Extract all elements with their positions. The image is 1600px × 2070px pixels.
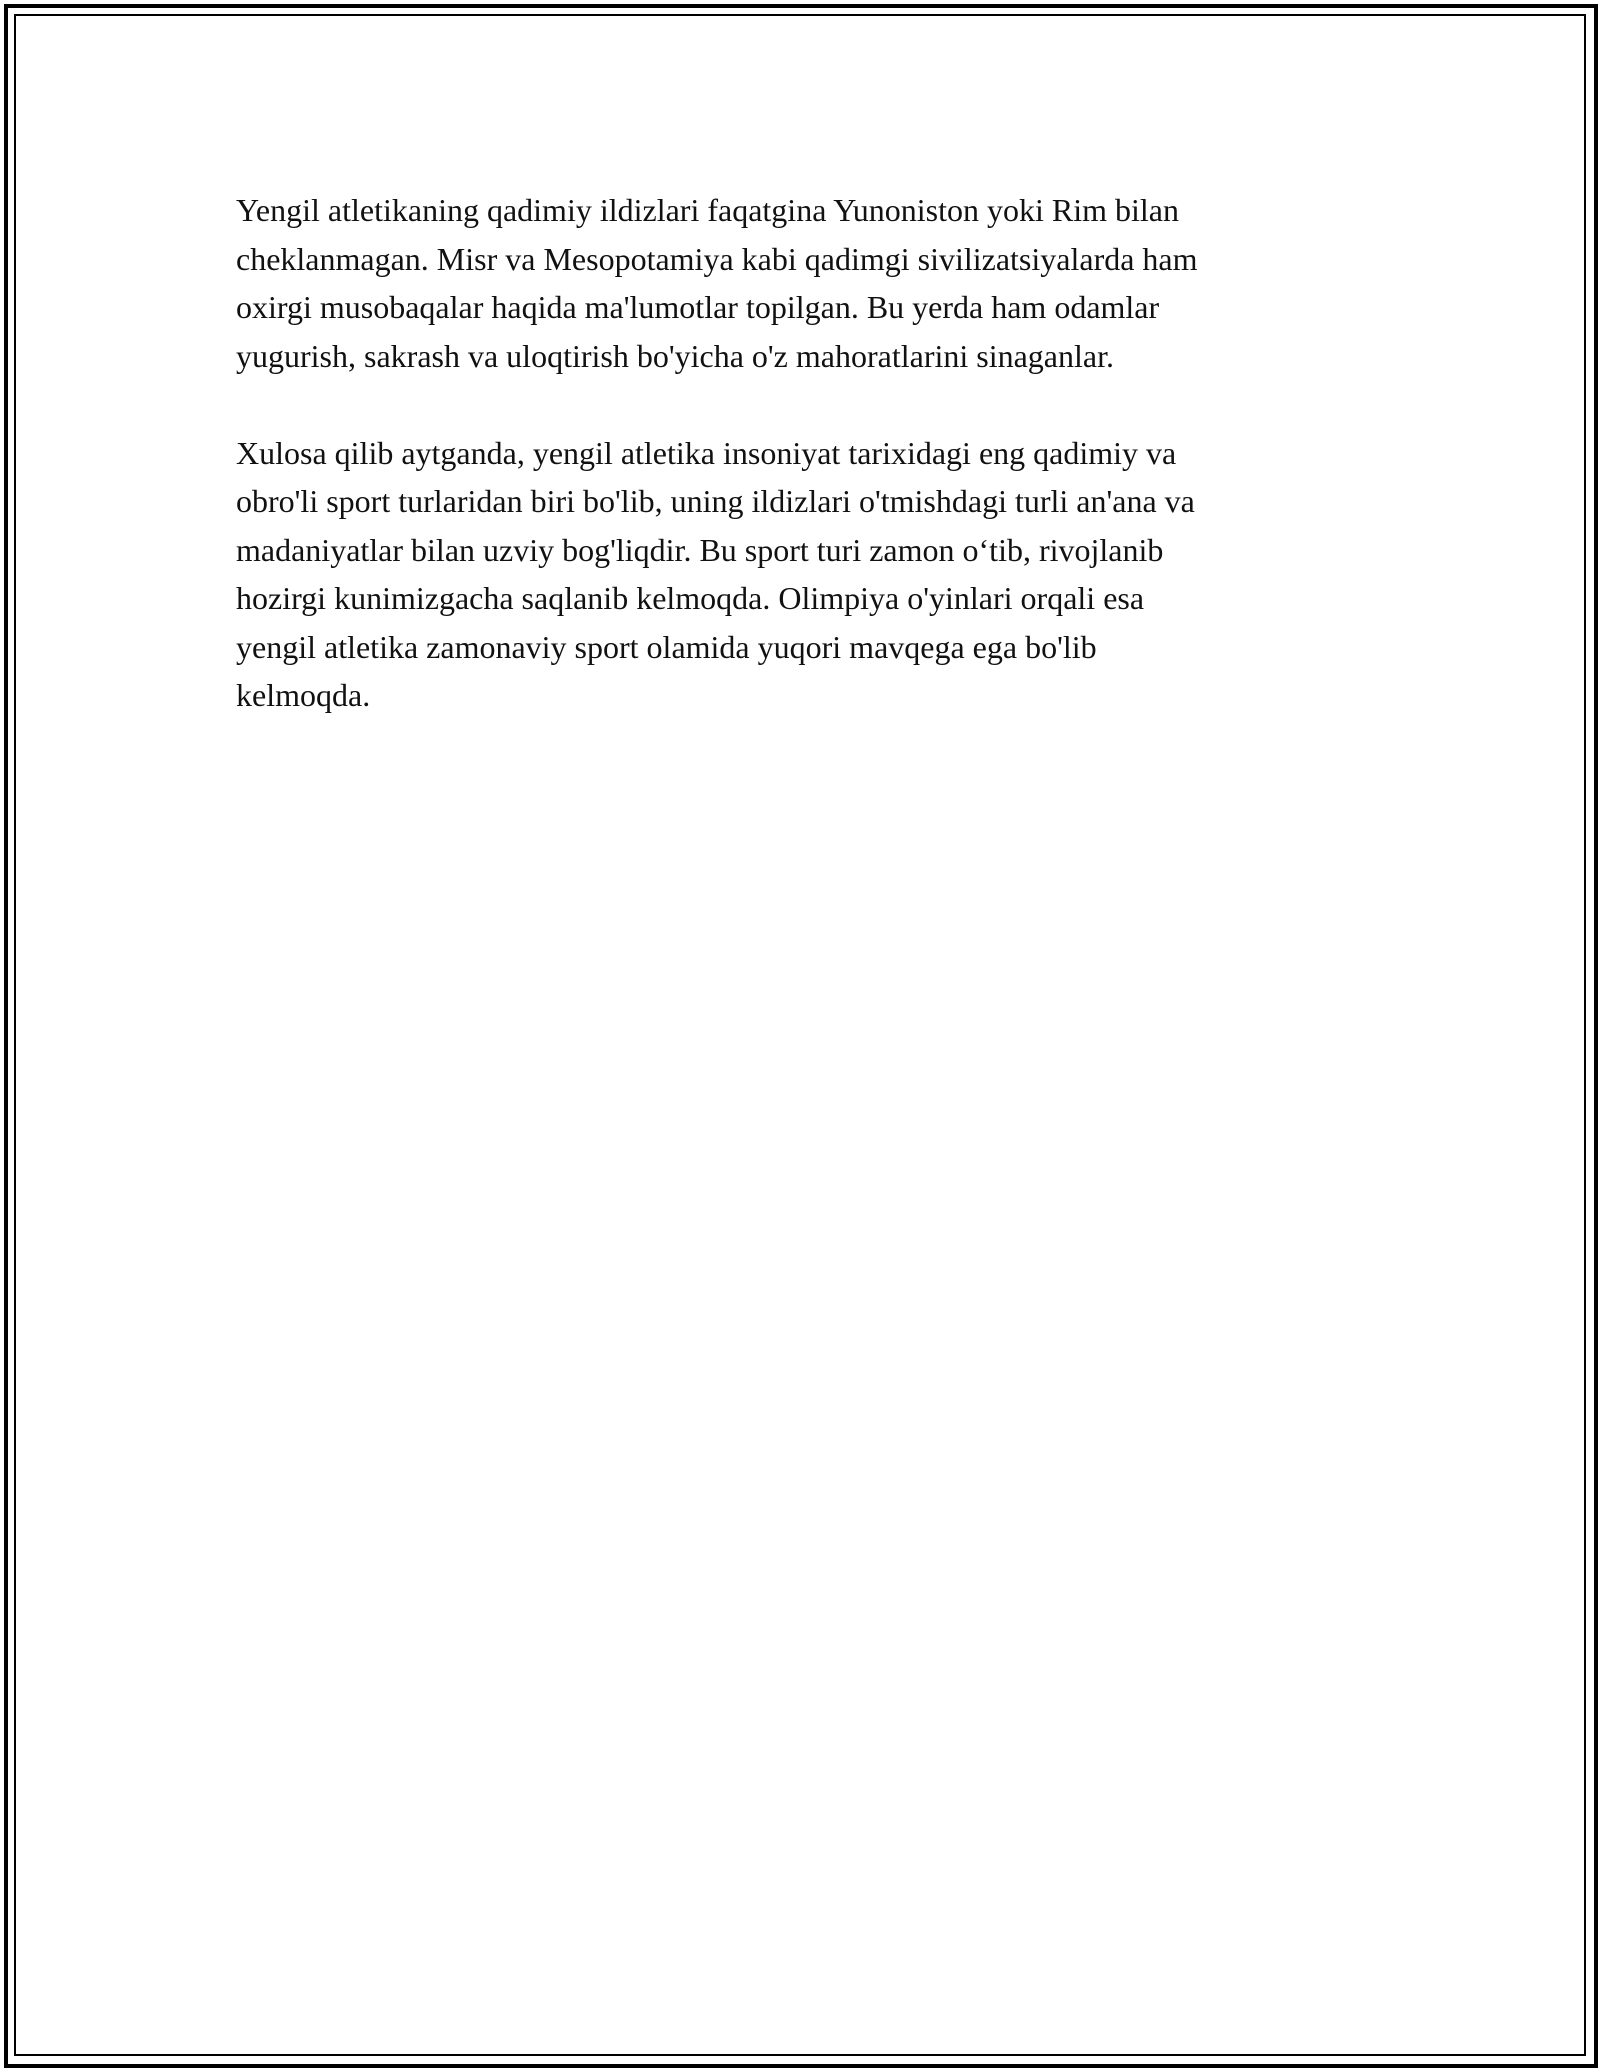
paragraph-2	[236, 429, 1356, 720]
paragraph-line: kelmoqda.	[236, 677, 371, 713]
document-body	[236, 186, 1356, 768]
paragraph-line: obro'li sport turlaridan biri bo'lib, uning ildizlari o'tmishdagi turli an'ana va	[236, 483, 1195, 519]
paragraph-line: yugurish, sakrash va uloqtirish bo'yicha o'z mahoratlarini sinaganlar.	[236, 337, 1114, 374]
paragraph-line: Xulosa qilib aytganda, yengil atletika insoniyat tarixidagi eng qadimiy va	[236, 434, 1177, 471]
paragraph-line: yengil atletika zamonaviy sport olamida yuqori mavqega ega bo'lib	[236, 628, 1097, 665]
paragraph-line: cheklanmagan. Misr va Mesopotamiya kabi qadimgi sivilizatsiyalarda ham	[236, 240, 1198, 277]
paragraph-line: Yengil atletikaning qadimiy ildizlari faqatgina Yunoniston yoki Rim bilan	[236, 192, 1179, 228]
paragraph-line: oxirgi musobaqalar haqida ma'lumotlar topilgan. Bu yerda ham odamlar	[236, 289, 1160, 325]
paragraph-line: madaniyatlar bilan uzviy bog'liqdir. Bu sport turi zamon o‘tib, rivojlanib	[236, 531, 1164, 568]
paragraph-line: hozirgi kunimizgacha saqlanib kelmoqda. Olimpiya o'yinlari orqali esa	[236, 580, 1145, 616]
paragraph-1	[236, 186, 1356, 380]
